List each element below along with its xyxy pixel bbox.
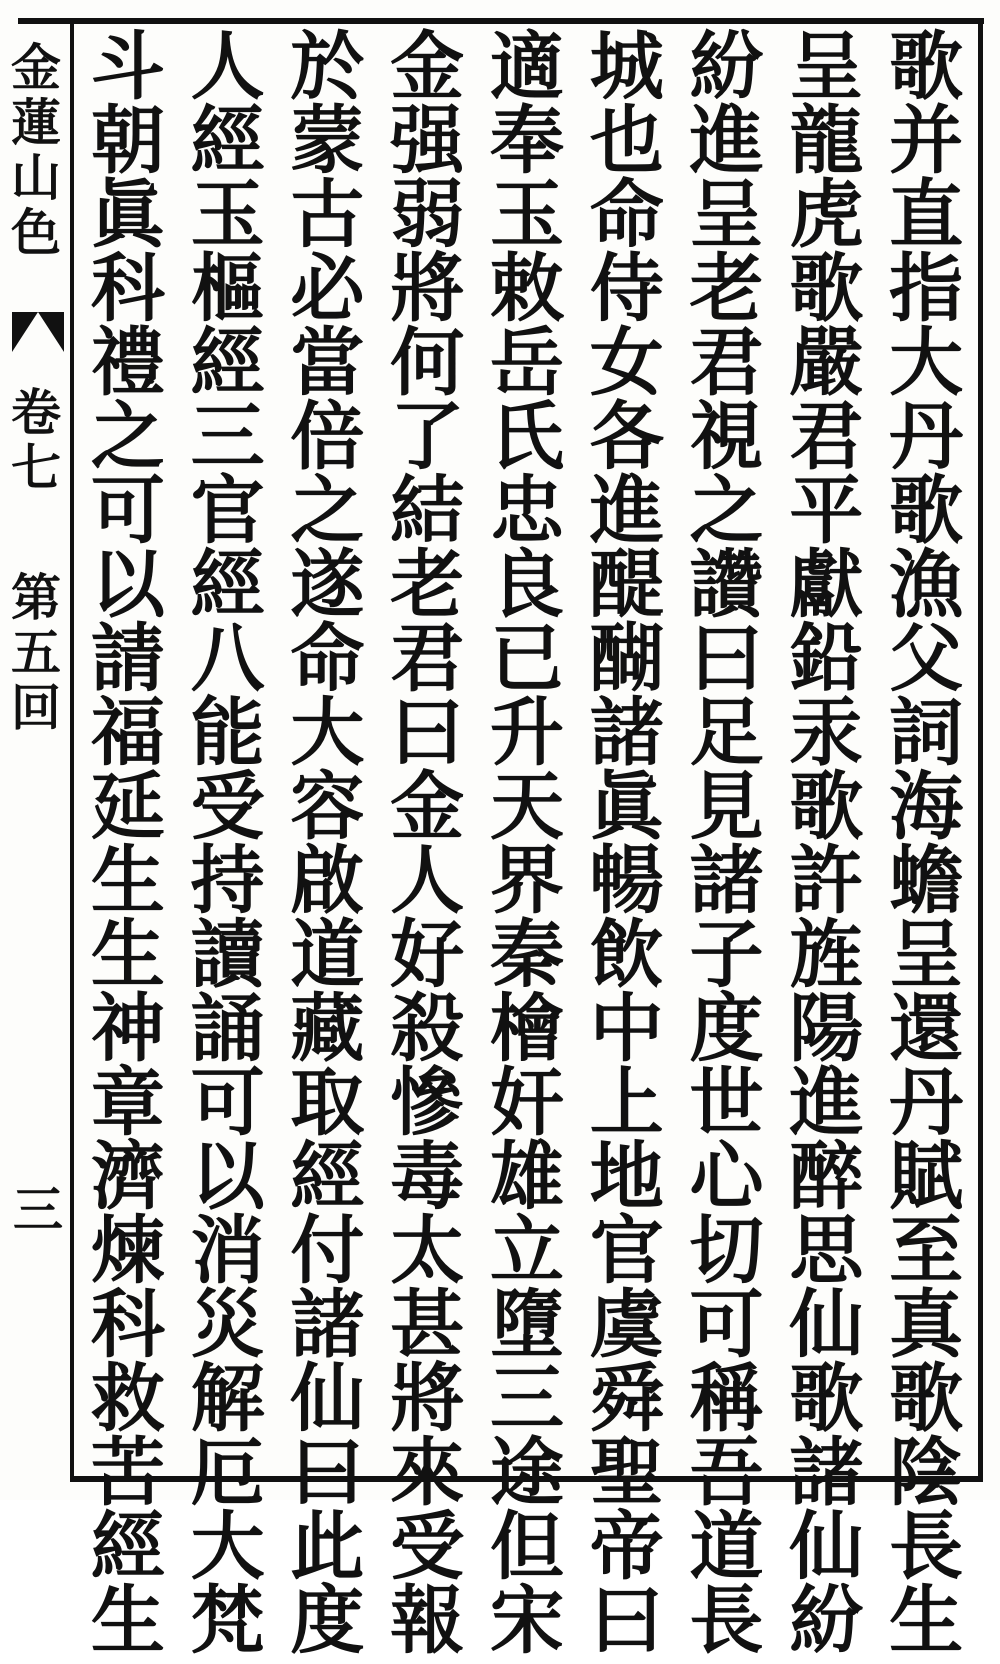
glyph: 諸 — [789, 1430, 864, 1516]
glyph: 仙 — [290, 1356, 365, 1442]
glyph: 稱 — [689, 1356, 764, 1442]
glyph: 并 — [889, 98, 964, 184]
glyph: 指 — [889, 246, 964, 332]
glyph: 藏 — [290, 986, 365, 1072]
glyph: 虎 — [789, 172, 864, 258]
glyph: 三 — [489, 1356, 564, 1442]
glyph: 誦 — [190, 986, 265, 1072]
border-right — [978, 18, 983, 1482]
glyph: 梵 — [190, 1578, 265, 1664]
glyph: 必 — [290, 246, 365, 332]
glyph: 當 — [290, 320, 365, 406]
glyph: 蟾 — [889, 838, 964, 924]
glyph: 延 — [90, 764, 165, 850]
glyph: 諸 — [689, 838, 764, 924]
glyph: 消 — [190, 1208, 265, 1294]
glyph: 蒙 — [290, 98, 365, 184]
glyph: 持 — [190, 838, 265, 924]
glyph: 經 — [190, 320, 265, 406]
glyph: 仙 — [789, 1504, 864, 1590]
glyph: 了 — [390, 394, 465, 480]
glyph: 遂 — [290, 542, 365, 628]
glyph: 奸 — [489, 1060, 564, 1146]
volume-label — [8, 385, 64, 495]
glyph: 陰 — [889, 1430, 964, 1516]
glyph: 殺 — [390, 986, 465, 1072]
glyph: 官 — [190, 468, 265, 554]
glyph: 醍 — [589, 542, 664, 628]
glyph: 請 — [90, 616, 165, 702]
glyph: 飲 — [589, 912, 664, 998]
text-column-2 — [776, 24, 876, 1664]
glyph: 太 — [390, 1208, 465, 1294]
glyph: 視 — [689, 394, 764, 480]
glyph: 紛 — [689, 24, 764, 110]
glyph: 五 — [11, 623, 61, 682]
glyph: 上 — [589, 1060, 664, 1146]
glyph: 宋 — [489, 1578, 564, 1664]
glyph: 老 — [390, 542, 465, 628]
glyph: 進 — [689, 98, 764, 184]
glyph: 切 — [689, 1208, 764, 1294]
glyph: 嚴 — [789, 320, 864, 406]
glyph: 可 — [90, 468, 165, 554]
glyph: 地 — [589, 1134, 664, 1220]
glyph: 以 — [90, 542, 165, 628]
glyph: 紛 — [789, 1578, 864, 1664]
text-column-3 — [677, 24, 777, 1664]
glyph: 受 — [390, 1504, 465, 1590]
glyph: 君 — [689, 320, 764, 406]
glyph: 呈 — [889, 912, 964, 998]
glyph: 丹 — [889, 1060, 964, 1146]
glyph: 還 — [889, 986, 964, 1072]
glyph: 古 — [290, 172, 365, 258]
glyph: 諸 — [589, 690, 664, 776]
glyph: 龍 — [789, 98, 864, 184]
glyph: 雄 — [489, 1134, 564, 1220]
glyph: 大 — [290, 690, 365, 776]
glyph: 卷 — [11, 383, 61, 442]
text-column-1 — [876, 24, 976, 1664]
glyph: 帝 — [589, 1504, 664, 1590]
glyph: 漁 — [889, 542, 964, 628]
glyph: 平 — [789, 468, 864, 554]
glyph: 眞 — [90, 172, 165, 258]
glyph: 科 — [90, 1282, 165, 1368]
glyph: 聖 — [589, 1430, 664, 1516]
glyph: 付 — [290, 1208, 365, 1294]
glyph: 進 — [589, 468, 664, 554]
glyph: 汞 — [789, 690, 864, 776]
page-margin — [0, 30, 68, 1470]
glyph: 丹 — [889, 394, 964, 480]
glyph: 經 — [90, 1504, 165, 1590]
glyph: 虞 — [589, 1282, 664, 1368]
glyph: 何 — [390, 320, 465, 406]
glyph: 來 — [390, 1430, 465, 1516]
glyph: 取 — [290, 1060, 365, 1146]
glyph: 詞 — [889, 690, 964, 776]
glyph: 命 — [290, 616, 365, 702]
glyph: 侍 — [589, 246, 664, 332]
glyph: 大 — [190, 1504, 265, 1590]
glyph: 敕 — [489, 246, 564, 332]
glyph: 度 — [689, 986, 764, 1072]
glyph: 生 — [90, 838, 165, 924]
glyph: 於 — [290, 24, 365, 110]
glyph: 經 — [290, 1134, 365, 1220]
glyph: 長 — [889, 1504, 964, 1590]
glyph: 歌 — [889, 468, 964, 554]
glyph: 斗 — [90, 24, 165, 110]
glyph: 見 — [689, 764, 764, 850]
glyph: 讚 — [689, 542, 764, 628]
glyph: 適 — [489, 24, 564, 110]
glyph: 途 — [489, 1430, 564, 1516]
glyph: 之 — [290, 468, 365, 554]
text-column-6 — [377, 24, 477, 1664]
glyph: 第 — [11, 568, 61, 627]
glyph: 歌 — [889, 1356, 964, 1442]
glyph: 解 — [190, 1356, 265, 1442]
glyph: 墮 — [489, 1282, 564, 1368]
glyph: 可 — [190, 1060, 265, 1146]
glyph: 良 — [489, 542, 564, 628]
glyph: 甚 — [390, 1282, 465, 1368]
glyph: 將 — [390, 1356, 465, 1442]
glyph: 厄 — [190, 1430, 265, 1516]
glyph: 弱 — [390, 172, 465, 258]
glyph: 眞 — [589, 764, 664, 850]
chapter-label — [8, 570, 64, 735]
page-number: 三 — [13, 1180, 63, 1239]
glyph: 呈 — [689, 172, 764, 258]
glyph: 樞 — [190, 246, 265, 332]
glyph: 城 — [589, 24, 664, 110]
glyph: 各 — [589, 394, 664, 480]
glyph: 回 — [11, 678, 61, 737]
glyph: 强 — [390, 98, 465, 184]
glyph: 旌 — [789, 912, 864, 998]
glyph: 之 — [689, 468, 764, 554]
glyph: 色 — [11, 203, 61, 262]
glyph: 至 — [889, 1208, 964, 1294]
glyph: 禮 — [90, 320, 165, 406]
glyph: 生 — [90, 912, 165, 998]
glyph: 忠 — [489, 468, 564, 554]
glyph: 生 — [889, 1578, 964, 1664]
glyph: 倍 — [290, 394, 365, 480]
glyph: 玉 — [489, 172, 564, 258]
glyph: 女 — [589, 320, 664, 406]
glyph: 救 — [90, 1356, 165, 1442]
glyph: 氏 — [489, 394, 564, 480]
glyph: 將 — [390, 246, 465, 332]
glyph: 海 — [889, 764, 964, 850]
glyph: 老 — [689, 246, 764, 332]
glyph: 報 — [390, 1578, 465, 1664]
glyph: 曰 — [290, 1430, 365, 1516]
glyph: 足 — [689, 690, 764, 776]
fishtail-ornament — [12, 312, 64, 352]
glyph: 心 — [689, 1134, 764, 1220]
glyph: 八 — [190, 616, 265, 702]
glyph: 讀 — [190, 912, 265, 998]
glyph: 福 — [90, 690, 165, 776]
glyph: 蓮 — [11, 93, 61, 152]
glyph: 歌 — [889, 24, 964, 110]
glyph: 呈 — [789, 24, 864, 110]
glyph: 獻 — [789, 542, 864, 628]
glyph: 許 — [789, 838, 864, 924]
glyph: 子 — [689, 912, 764, 998]
glyph: 真 — [889, 1282, 964, 1368]
glyph: 世 — [689, 1060, 764, 1146]
glyph: 人 — [190, 24, 265, 110]
glyph: 以 — [190, 1134, 265, 1220]
glyph: 君 — [789, 394, 864, 480]
glyph: 道 — [290, 912, 365, 998]
glyph: 神 — [90, 986, 165, 1072]
glyph: 金 — [390, 24, 465, 110]
glyph: 曰 — [390, 690, 465, 776]
glyph: 立 — [489, 1208, 564, 1294]
glyph: 已 — [489, 616, 564, 702]
glyph: 命 — [589, 172, 664, 258]
glyph: 醐 — [589, 616, 664, 702]
book-title — [8, 40, 64, 260]
glyph: 三 — [190, 394, 265, 480]
glyph: 仙 — [789, 1282, 864, 1368]
glyph: 金 — [390, 764, 465, 850]
glyph: 苦 — [90, 1430, 165, 1516]
text-column-5 — [477, 24, 577, 1664]
margin-divider — [70, 24, 74, 1479]
glyph: 之 — [90, 394, 165, 480]
glyph: 能 — [190, 690, 265, 776]
glyph: 毒 — [390, 1134, 465, 1220]
glyph: 山 — [11, 148, 61, 207]
glyph: 曰 — [589, 1578, 664, 1664]
glyph: 歌 — [789, 764, 864, 850]
text-column-4 — [577, 24, 677, 1664]
glyph: 好 — [390, 912, 465, 998]
glyph: 金 — [11, 38, 61, 97]
glyph: 災 — [190, 1282, 265, 1368]
glyph: 科 — [90, 246, 165, 332]
glyph: 天 — [489, 764, 564, 850]
glyph: 岳 — [489, 320, 564, 406]
glyph: 朝 — [90, 98, 165, 184]
glyph: 結 — [390, 468, 465, 554]
glyph: 曰 — [689, 616, 764, 702]
glyph: 君 — [390, 616, 465, 702]
glyph: 長 — [689, 1578, 764, 1664]
glyph: 此 — [290, 1504, 365, 1590]
glyph: 檜 — [489, 986, 564, 1072]
glyph: 歌 — [789, 246, 864, 332]
glyph: 諸 — [290, 1282, 365, 1368]
glyph: 可 — [689, 1282, 764, 1368]
text-column-8 — [178, 24, 278, 1664]
glyph: 濟 — [90, 1134, 165, 1220]
glyph: 經 — [190, 98, 265, 184]
text-column-9 — [78, 24, 178, 1664]
glyph: 吾 — [689, 1430, 764, 1516]
text-column-7 — [278, 24, 378, 1664]
glyph: 道 — [689, 1504, 764, 1590]
glyph: 度 — [290, 1578, 365, 1664]
glyph: 進 — [789, 1060, 864, 1146]
glyph: 生 — [90, 1578, 165, 1664]
glyph: 煉 — [90, 1208, 165, 1294]
glyph: 秦 — [489, 912, 564, 998]
glyph: 升 — [489, 690, 564, 776]
glyph: 鉛 — [789, 616, 864, 702]
glyph: 界 — [489, 838, 564, 924]
glyph: 奉 — [489, 98, 564, 184]
glyph: 賦 — [889, 1134, 964, 1220]
glyph: 思 — [789, 1208, 864, 1294]
glyph: 大 — [889, 320, 964, 406]
glyph: 受 — [190, 764, 265, 850]
glyph: 但 — [489, 1504, 564, 1590]
glyph: 經 — [190, 542, 265, 628]
glyph: 中 — [589, 986, 664, 1072]
text-body — [78, 24, 976, 1664]
glyph: 舜 — [589, 1356, 664, 1442]
glyph: 也 — [589, 98, 664, 184]
glyph: 人 — [390, 838, 465, 924]
glyph: 官 — [589, 1208, 664, 1294]
glyph: 章 — [90, 1060, 165, 1146]
glyph: 玉 — [190, 172, 265, 258]
glyph: 父 — [889, 616, 964, 702]
glyph: 慘 — [390, 1060, 465, 1146]
glyph: 暢 — [589, 838, 664, 924]
glyph: 醉 — [789, 1134, 864, 1220]
glyph: 陽 — [789, 986, 864, 1072]
glyph: 啟 — [290, 838, 365, 924]
glyph: 歌 — [789, 1356, 864, 1442]
glyph: 七 — [11, 438, 61, 497]
glyph: 容 — [290, 764, 365, 850]
glyph: 直 — [889, 172, 964, 258]
